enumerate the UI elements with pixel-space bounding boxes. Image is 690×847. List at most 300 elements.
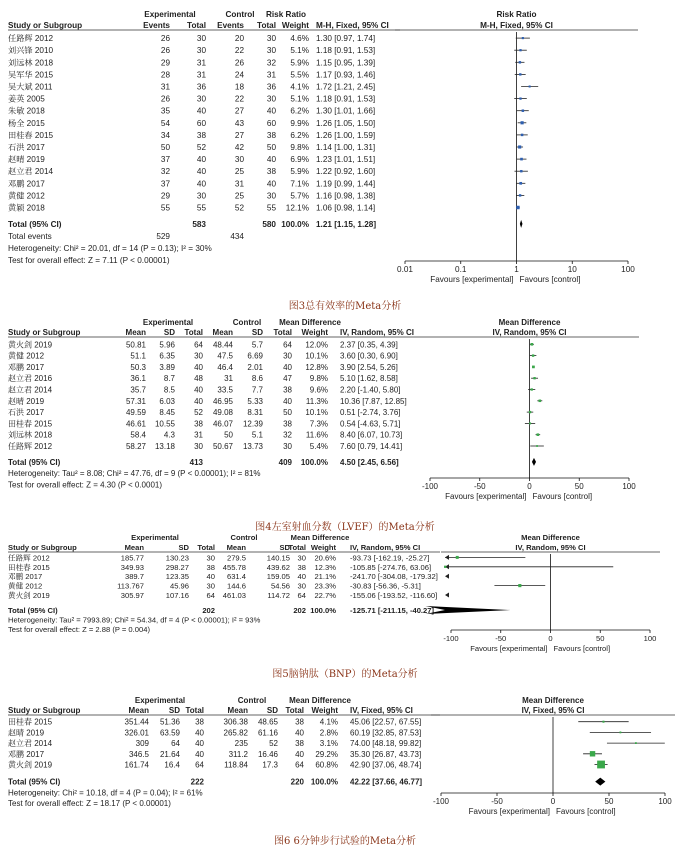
study-weight-box [537,433,540,436]
study-value: 351.44 [124,717,149,727]
figure-caption-4: 图6 6分钟步行试验的Meta分析 [273,836,417,847]
study-ci: 0.51 [-2.74, 3.76] [340,408,401,418]
col-header: Total [285,706,304,715]
study-value: 7.7 [251,385,263,395]
study-value: 107.16 [165,591,189,600]
study-name: 赵晴 2019 [8,728,45,738]
header-plot-method: IV, Random, 95% CI [515,543,586,552]
study-ci: 5.10 [1.62, 8.58] [340,374,398,384]
forest-plot-1-svg [0,6,690,294]
study-value: 17.3 [262,760,278,770]
study-value: 33.5 [217,385,233,395]
study-value: 26 [234,58,244,68]
study-value: 13.18 [154,442,175,451]
header-experimental: Experimental [131,533,179,542]
study-value: 5.33 [247,396,263,406]
study-value: 30 [196,34,206,44]
total-control: 580 [262,219,276,229]
study-value: 30 [194,442,203,451]
study-weight: 2.8% [319,728,338,738]
study-value: 45.96 [169,581,189,591]
header-plot-method: IV, Random, 95% CI [492,328,567,337]
study-weight: 12.0% [305,340,328,350]
study-weight-box [597,761,605,769]
study-value: 40 [266,155,276,165]
study-weight-box [519,194,521,196]
study-value: 20 [234,34,244,44]
study-value: 3.89 [159,362,175,372]
overall-effect-text: Test for overall effect: Z = 2.88 (P = 0.004) [8,624,150,634]
header-experimental: Experimental [134,696,186,705]
study-value: 40 [283,396,292,406]
study-value: 50 [160,143,170,152]
header-plot-method: IV, Fixed, 95% CI [521,706,585,715]
study-value: 47 [283,374,292,384]
study-weight-box [536,445,538,447]
total-control: 220 [290,777,304,787]
total-weight: 100.0% [310,777,338,787]
col-header: Total [257,21,276,30]
study-value: 10.55 [154,419,175,429]
study-value: 48 [194,374,203,384]
study-value: 60 [266,118,276,128]
study-value: 32 [266,58,276,68]
study-value: 5.1 [251,430,263,440]
study-weight: 6.2% [290,130,309,140]
study-value: 5.7 [251,340,263,350]
study-value: 46.4 [217,362,233,372]
study-value: 13.73 [242,442,263,451]
x-axis-tick-label: -100 [432,797,450,806]
total-label: Total (95% CI) [8,606,58,616]
ci-arrow-left [445,574,449,579]
study-ci: -105.85 [-274.76, 63.06] [350,562,432,572]
study-name: 赵立君 2016 [8,374,53,384]
study-value: 38 [196,130,206,140]
study-weight: 9.8% [309,374,328,384]
study-value: 31 [194,430,203,440]
study-name: 黄火剑 2019 [8,340,53,350]
forest-plot-2 [0,318,690,512]
study-weight-box [520,158,523,161]
heterogeneity-text: Heterogeneity: Tau² = 7993.89; Chi² = 54.34, df = 4 (P < 0.00001); I² = 93% [8,615,261,625]
study-ci: 1.22 [0.92, 1.60] [316,167,376,177]
col-header-study: Study or Subgroup [8,706,81,715]
favours-control-label: Favours [control] [556,807,616,816]
study-name: 黄健 2012 [8,191,45,201]
total-experimental: 583 [192,219,206,229]
favours-experimental-label: Favours [experimental] [470,644,548,653]
x-axis-tick-label: 100 [621,265,635,274]
total-label: Total (95% CI) [8,457,61,467]
study-value: 279.5 [226,553,246,563]
study-value: 40 [266,106,276,116]
col-header: Mean [128,706,149,715]
study-weight: 12.8% [305,362,328,372]
study-ci: 1.18 [0.91, 1.53] [316,46,376,56]
study-value: 48.65 [257,717,278,727]
x-axis-tick-label: 50 [604,797,614,806]
study-value: 389.7 [124,572,144,582]
col-header-study: Study or Subgroup [8,328,81,337]
header-effect: Mean Difference [279,318,341,327]
study-value: 50 [224,430,233,440]
study-weight: 60.8% [315,760,338,770]
study-value: 40 [206,572,215,582]
study-value: 22 [234,94,244,104]
study-weight-box [532,366,535,369]
col-header: Mean [226,543,246,552]
study-name: 赵晴 2019 [8,155,45,165]
heterogeneity-text: Heterogeneity: Chi² = 10.18, df = 4 (P = 0.04); I² = 61% [8,788,203,798]
study-value: 30 [206,553,215,563]
study-value: 55 [160,203,170,213]
total-control: 409 [278,457,292,467]
study-value: 326.01 [124,728,149,738]
study-value: 461.03 [222,591,246,600]
study-weight-box [531,343,534,346]
study-value: 31 [224,374,233,384]
study-ci: 1.72 [1.21, 2.45] [316,82,376,92]
x-axis-tick-label: -50 [473,482,486,491]
study-value: 40 [195,728,204,738]
study-value: 40 [196,106,206,116]
study-value: 50 [283,408,292,418]
favours-experimental-label: Favours [experimental] [445,492,527,501]
study-value: 32 [283,430,292,440]
study-value: 265.82 [223,728,248,738]
study-value: 38 [206,562,215,572]
study-ci: 1.26 [1.00, 1.59] [316,130,376,140]
col-header: Mean [227,706,248,715]
col-header: Mean [125,328,146,337]
study-value: 6.69 [247,351,263,361]
study-value: 25 [234,191,244,201]
col-header: SD [266,706,278,715]
study-value: 305.97 [120,591,144,600]
header-plot: Mean Difference [521,533,580,542]
study-value: 35 [160,106,170,116]
header-control: Control [237,696,267,705]
study-value: 24 [234,70,244,80]
study-value: 38 [283,419,292,429]
pooled-diamond [595,778,605,786]
study-value: 123.35 [165,572,189,582]
study-weight-box [520,170,522,172]
study-value: 114.72 [267,591,290,600]
study-ci: -30.83 [-56.36, -5.31] [350,581,421,591]
overall-effect-text: Test for overall effect: Z = 4.30 (P < 0.0001) [8,480,163,490]
study-name: 邓鹏 2017 [8,749,45,759]
study-weight: 4.1% [290,82,309,92]
study-value: 26 [160,46,170,56]
study-weight-box [533,377,535,379]
study-value: 309 [135,739,149,749]
study-weight-box [635,742,637,744]
x-axis-tick-label: 0.1 [455,265,467,274]
study-value: 40 [194,362,203,372]
study-weight: 11.3% [305,396,328,406]
study-weight-box [519,97,521,99]
study-value: 6.35 [159,351,175,361]
study-value: 31 [196,70,206,80]
study-value: 38 [266,167,276,177]
x-axis-tick-label: 10 [567,265,577,274]
study-value: 64 [297,591,306,600]
study-value: 50 [266,143,276,152]
study-value: 55 [196,203,206,213]
x-axis-tick-label: -50 [491,797,503,806]
study-value: 30 [266,46,276,56]
col-header: Total [288,543,306,552]
study-name: 赵立君 2014 [8,167,54,177]
study-name: 任路辉 2012 [8,442,53,451]
study-value: 8.5 [163,385,175,395]
study-name: 黄健 2012 [8,351,45,361]
study-value: 298.27 [165,562,189,572]
study-ci: 3.60 [0.30, 6.90] [340,351,398,361]
study-value: 64 [194,340,203,350]
study-value: 5.96 [159,340,175,350]
study-value: 58.27 [125,442,146,451]
study-value: 64 [283,340,292,350]
x-axis-tick-label: -100 [443,634,459,643]
pooled-diamond [425,606,510,614]
study-value: 38 [195,717,204,727]
study-value: 159.05 [266,572,290,582]
study-weight: 12.1% [285,203,309,213]
study-value: 37 [160,179,170,189]
study-value: 40 [295,749,304,759]
study-value: 28 [160,70,170,80]
figure-caption-1: 图3总有效率的Meta分析 [288,301,402,312]
header-control: Control [232,318,262,327]
study-name: 刘远林 2018 [8,58,54,68]
favours-control-label: Favours [control] [519,275,581,284]
total-ci: 42.22 [37.66, 46.77] [350,777,423,787]
forest-plot-4-svg [0,694,690,822]
study-weight-box [444,566,446,568]
study-value: 63.59 [159,728,180,738]
study-value: 8.45 [159,408,175,418]
x-axis-tick-label: 0 [550,797,556,806]
heterogeneity-text: Heterogeneity: Chi² = 20.01, df = 14 (P = 0.13); I² = 30% [8,244,212,254]
total-ci: 1.21 [1.15, 1.28] [316,219,377,229]
forest-plot-2-svg [0,318,690,512]
study-value: 22 [234,46,244,56]
x-axis-tick-label: -100 [421,482,439,491]
study-value: 25 [234,167,244,177]
study-ci: 35.30 [26.87, 43.73] [350,749,422,759]
study-ci: 10.36 [7.87, 12.85] [340,396,407,406]
study-ci: 2.20 [-1.40, 5.80] [340,385,401,395]
study-weight: 5.4% [309,442,328,451]
study-weight-box [532,354,534,356]
study-value: 439.62 [266,562,290,572]
overall-effect-text: Test for overall effect: Z = 7.11 (P < 0.00001) [8,256,170,266]
study-value: 27 [234,106,244,116]
study-value: 51.36 [159,717,180,727]
study-weight: 20.6% [314,553,336,563]
study-weight: 5.1% [290,94,309,104]
study-weight: 5.9% [290,167,309,177]
study-weight-box [620,732,622,734]
header-control: Control [225,10,255,19]
overall-effect-text: Test for overall effect: Z = 18.17 (P < 0.00001) [8,799,171,809]
total-experimental: 413 [189,457,203,467]
study-value: 8.31 [247,408,263,418]
study-value: 27 [234,130,244,140]
study-value: 26 [160,94,170,104]
study-weight-box [519,61,521,63]
study-ci: 8.40 [6.07, 10.73] [340,430,403,440]
study-name: 吴大斌 2011 [8,82,53,92]
study-weight-box [519,73,521,75]
study-name: 任路辉 2012 [8,553,50,563]
study-weight: 29.2% [315,749,338,759]
study-value: 61.16 [257,728,278,738]
study-name: 石洪 2017 [8,408,45,418]
study-value: 8.6 [251,374,263,384]
study-value: 46.95 [212,396,233,406]
study-name: 田桂春 2015 [8,419,53,429]
study-value: 48.44 [212,340,233,350]
x-axis-tick-label: 50 [596,634,605,643]
total-events-control: 434 [230,231,244,241]
pooled-diamond [520,220,523,228]
study-value: 29 [160,58,170,68]
total-control: 202 [293,606,306,616]
study-weight: 10.1% [305,408,328,418]
study-weight: 10.1% [305,351,328,361]
header-effect: Mean Difference [290,533,350,542]
study-value: 144.6 [226,581,246,591]
study-value: 36 [196,82,206,92]
study-name: 姜英 2005 [8,94,45,104]
study-value: 38 [194,419,203,429]
study-weight: 4.1% [319,717,338,727]
favours-control-label: Favours [control] [553,644,611,653]
study-ci: -241.70 [-304.08, -179.32] [350,572,438,582]
col-header: Weight [311,706,338,715]
study-ci: 1.15 [0.95, 1.39] [316,58,376,68]
study-ci: 1.16 [0.98, 1.38] [316,191,376,201]
study-value: 306.38 [223,717,248,727]
forest-plot-3 [0,533,690,663]
study-value: 30 [196,94,206,104]
study-ci: 2.37 [0.35, 4.39] [340,340,398,350]
total-experimental: 222 [190,777,204,787]
study-value: 40 [194,385,203,395]
study-value: 40 [297,572,306,582]
total-events-experimental: 529 [156,231,170,241]
header-control: Control [230,533,258,542]
study-weight-box [522,37,524,39]
header-effect: Risk Ratio [265,10,307,19]
col-header: Mean [212,328,233,337]
col-header: SD [163,328,175,337]
study-value: 38 [295,739,304,749]
study-value: 37 [160,155,170,165]
study-value: 32 [160,167,170,177]
col-header: Weight [310,543,336,552]
study-value: 30 [283,351,292,361]
study-value: 30 [297,581,306,591]
study-value: 52 [234,203,244,213]
study-weight: 4.6% [290,34,309,44]
study-ci: 1.17 [0.93, 1.46] [316,70,376,80]
study-value: 40 [195,739,204,749]
col-header-study: Study or Subgroup [8,543,77,552]
study-value: 12.39 [242,419,263,429]
study-value: 46.07 [212,419,233,429]
study-ci: 0.54 [-4.63, 5.71] [340,419,401,429]
x-axis-tick-label: 0 [548,634,553,643]
study-weight-box [529,85,531,87]
figure-caption-3: 图5脑钠肽（BNP）的Meta分析 [272,669,418,680]
study-ci: -155.06 [-193.52, -116.60] [350,591,438,600]
study-ci: 1.18 [0.91, 1.53] [316,94,376,104]
study-weight-box [518,145,521,148]
study-value: 30 [266,191,276,201]
study-ci: 1.26 [1.05, 1.50] [316,118,376,128]
study-value: 235 [234,739,248,749]
study-weight-box [456,556,459,559]
study-name: 石洪 2017 [8,143,45,152]
study-name: 邓鹏 2017 [8,572,43,582]
study-ci: 1.06 [0.98, 1.14] [316,203,376,213]
study-weight: 5.7% [290,191,309,201]
forest-plot-1 [0,6,690,294]
study-value: 64 [206,591,215,600]
study-weight: 23.3% [314,581,336,591]
header-plot: Mean Difference [522,696,584,705]
study-value: 30 [196,46,206,56]
study-name: 田桂春 2015 [8,717,53,727]
study-value: 4.3 [163,430,175,440]
study-value: 113.767 [117,581,144,591]
study-name: 田桂春 2015 [8,562,50,572]
favours-experimental-label: Favours [experimental] [468,807,550,816]
figure-caption-2: 图4左室射血分数（LVEF）的Meta分析 [255,522,435,533]
study-value: 40 [266,179,276,189]
study-name: 吴军华 2015 [8,70,54,80]
study-value: 31 [266,70,276,80]
pooled-diamond [532,458,536,466]
col-header: SD [168,706,180,715]
study-ci: 1.23 [1.01, 1.51] [316,155,376,165]
study-value: 50.67 [212,442,233,451]
study-value: 40 [196,167,206,177]
study-weight: 9.9% [290,118,309,128]
study-value: 30 [234,155,244,165]
forest-plot-4 [0,694,690,822]
study-value: 58.4 [130,430,146,440]
header-plot: Mean Difference [498,318,561,327]
study-ci: 1.30 [1.01, 1.66] [316,106,376,116]
study-value: 30 [266,94,276,104]
study-value: 64 [195,760,204,770]
col-header: Total [273,328,292,337]
x-axis-tick-label: 50 [574,482,584,491]
study-ci: 1.14 [1.00, 1.31] [316,143,376,152]
study-value: 631.4 [226,572,246,582]
header-effect-method: M-H, Fixed, 95% CI [316,21,389,30]
study-ci: 3.90 [2.54, 5.26] [340,362,398,372]
study-ci: -93.73 [-162.19, -25.27] [350,553,430,563]
study-value: 16.46 [257,749,278,759]
study-value: 2.01 [247,362,263,372]
